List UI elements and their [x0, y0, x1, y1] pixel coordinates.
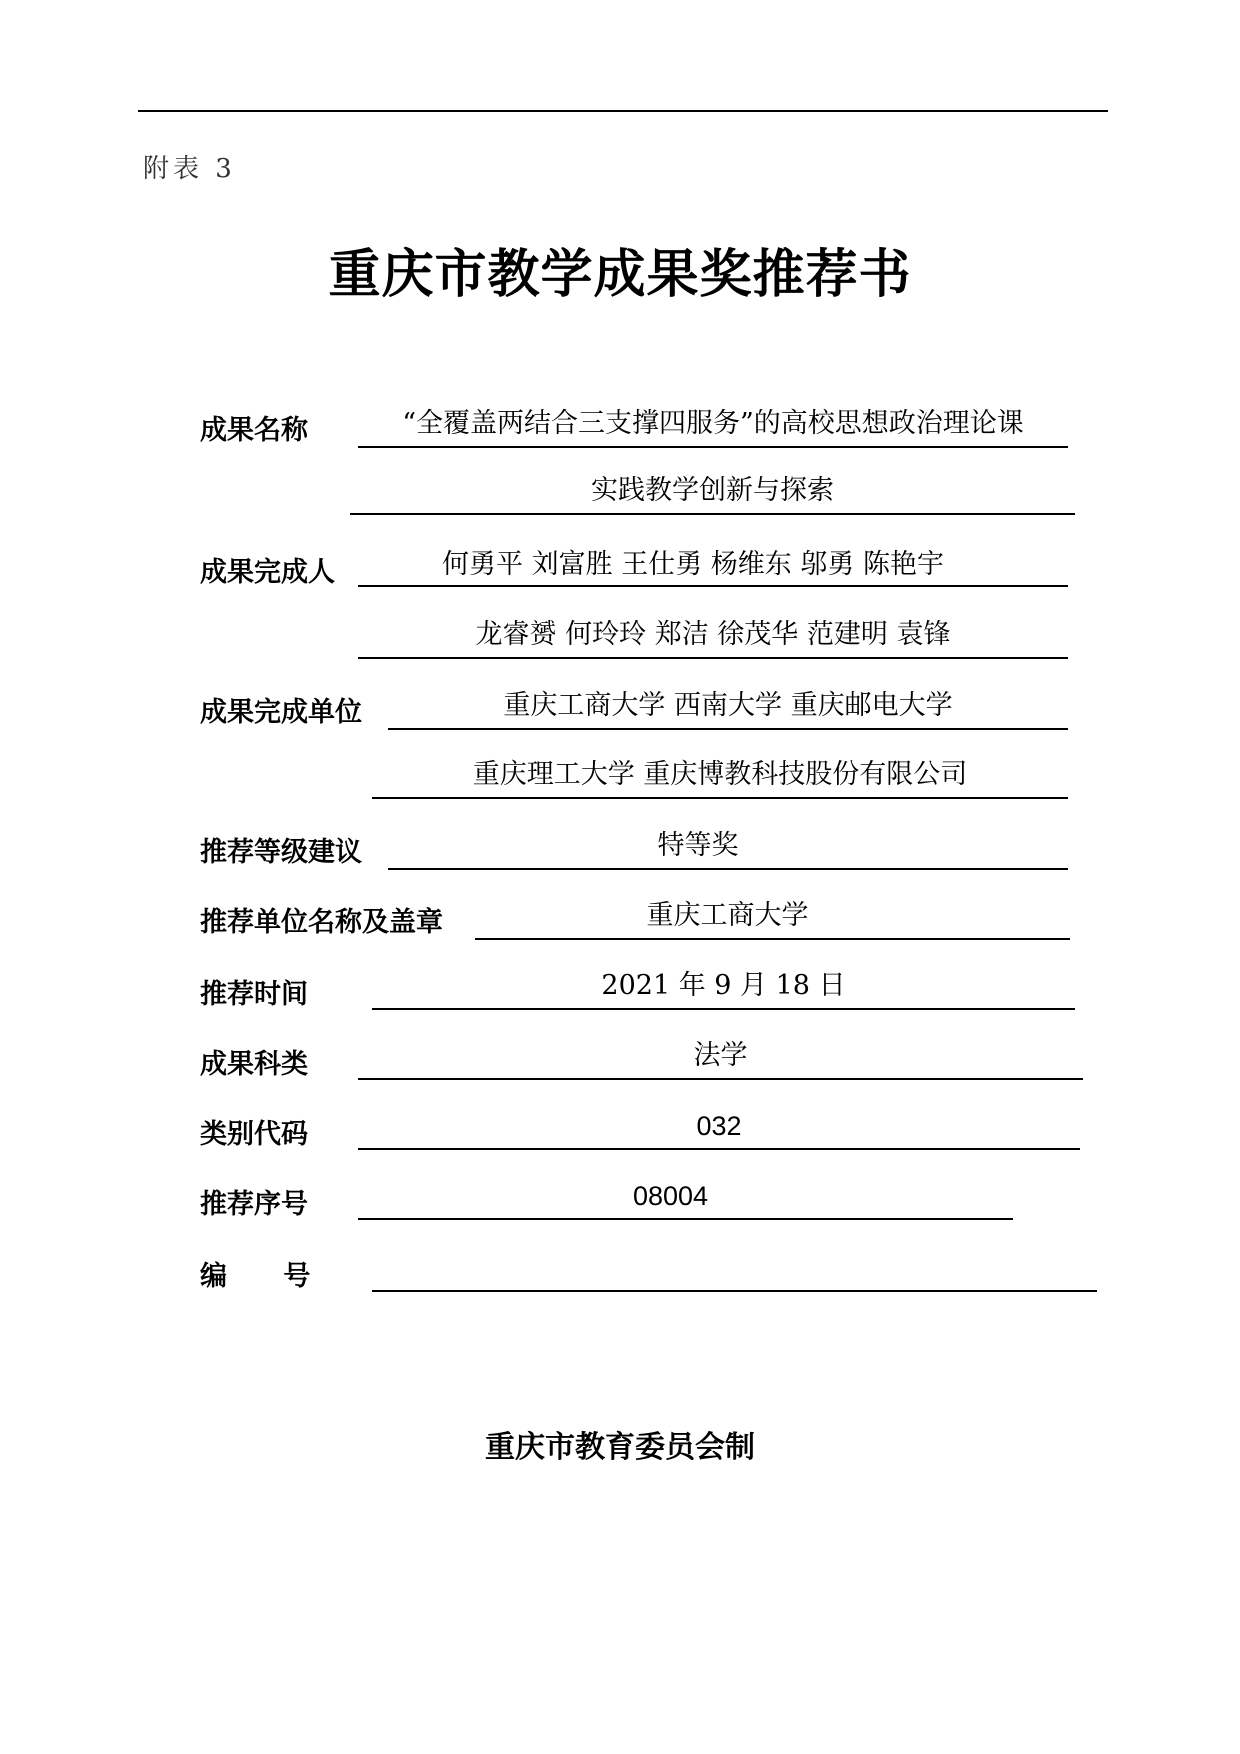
category-label: 成果科类 — [200, 1049, 308, 1080]
issuer-footer: 重庆市教育委员会制 — [485, 1430, 755, 1465]
recommender-label: 推荐单位名称及盖章 — [200, 907, 443, 938]
achievement-name-line-1: “全覆盖两结合三支撑四服务”的高校思想政治理论课 — [358, 404, 1068, 448]
grade-label: 推荐等级建议 — [200, 837, 362, 868]
completers-line-2: 龙睿赟 何玲玲 郑洁 徐茂华 范建明 袁锋 — [358, 615, 1068, 659]
serial-value: 08004 — [358, 1176, 1013, 1220]
number-value — [372, 1248, 1097, 1292]
document-title: 重庆市教学成果奖推荐书 — [328, 245, 912, 305]
category-code-value: 032 — [358, 1106, 1080, 1150]
achievement-name-label: 成果名称 — [200, 415, 308, 446]
completers-line-1: 何勇平 刘富胜 王仕勇 杨维东 邬勇 陈艳宇 — [358, 545, 1068, 587]
attachment-label: 附表 3 — [143, 154, 236, 184]
recommender-value: 重庆工商大学 — [475, 896, 1070, 940]
grade-value: 特等奖 — [388, 826, 1068, 870]
category-code-label: 类别代码 — [200, 1119, 308, 1150]
completers-label: 成果完成人 — [200, 557, 335, 588]
serial-label: 推荐序号 — [200, 1189, 308, 1220]
number-label: 编 号 — [200, 1261, 311, 1292]
header-rule — [138, 110, 1108, 112]
achievement-name-line-2: 实践教学创新与探索 — [350, 471, 1075, 515]
category-value: 法学 — [358, 1036, 1083, 1080]
time-label: 推荐时间 — [200, 979, 308, 1010]
units-line-2: 重庆理工大学 重庆博教科技股份有限公司 — [372, 755, 1068, 799]
time-value: 2021 年 9 月 18 日 — [372, 966, 1075, 1010]
units-label: 成果完成单位 — [200, 697, 362, 728]
units-line-1: 重庆工商大学 西南大学 重庆邮电大学 — [388, 686, 1068, 730]
